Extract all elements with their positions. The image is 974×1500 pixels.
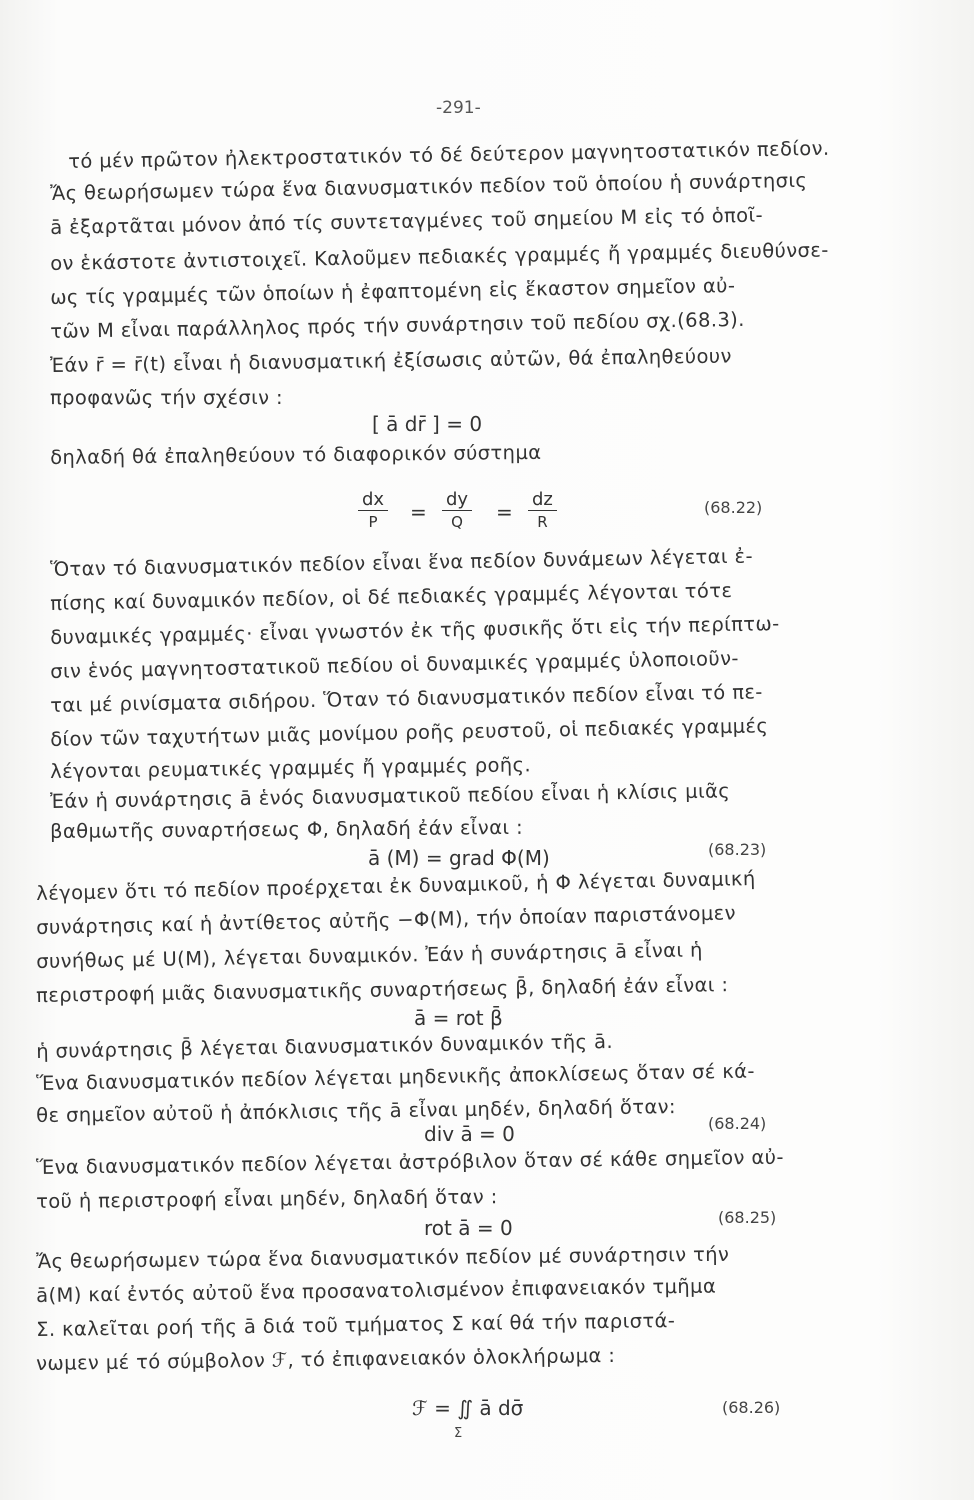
text-line: ον ἑκάστοτε ἀντιστοιχεῖ. Καλοῦμεν πεδιακές γραμμές ἤ γραμμές διευθύνσε- — [50, 238, 829, 275]
equation-number: (68.26) — [722, 1398, 781, 1417]
text-line: Ἐάν r̄ = r̄(t) εἶναι ἡ διανυσματική ἐξίσωσις αὐτῶν, θά ἐπαληθεύουν — [50, 344, 732, 377]
text-line: δίον τῶν ταχυτήτων μιᾶς μονίμου ροῆς ρευστοῦ, οἱ πεδιακές γραμμές — [50, 714, 769, 751]
fraction-numerator: dz — [528, 490, 557, 511]
text-line: ται μέ ρινίσματα σιδήρου. Ὅταν τό διανυσματικόν πεδίον εἶναι τό πε- — [50, 680, 763, 717]
text-line: Ἄς θεωρήσωμεν τώρα ἕνα διανυσματικόν πεδίον τοῦ ὁποίου ἡ συνάρτησις — [50, 168, 808, 205]
text-line: Ἕνα διανυσματικόν πεδίον λέγεται μηδενικῆς ἀποκλίσεως ὅταν σέ κά- — [36, 1059, 756, 1095]
text-line: ā(M) καί ἐντός αὐτοῦ ἕνα προσανατολισμένον ἐπιφανειακόν τμῆμα — [36, 1274, 717, 1307]
equation-rot: ā = rot β̄ — [414, 1006, 503, 1030]
text-line: πίσης καί δυναμικόν πεδίον, οἱ δέ πεδιακές γραμμές λέγονται τότε — [50, 578, 733, 615]
text-line: Σ. καλεῖται ροή τῆς ā διά τοῦ τμήματος Σ καί θά τήν παριστά- — [36, 1309, 676, 1341]
text-line: θε σημεῖον αὐτοῦ ἡ ἀπόκλισις τῆς ā εἶναι μηδέν, δηλαδή ὅταν: — [36, 1095, 677, 1127]
fraction-numerator: dx — [358, 490, 388, 511]
fraction-denominator: Q — [451, 513, 463, 531]
text-line: ως τίς γραμμές τῶν ὁποίων ἡ ἐφαπτομένη εἰς ἕκαστον σημεῖον αὐ- — [50, 274, 736, 309]
text-line: συνάρτησις καί ἡ ἀντίθετος αὐτῆς −Φ(M), τήν ὁποίαν παριστάνομεν — [36, 901, 737, 939]
text-line: περιστροφή μιᾶς διανυσματικῆς συναρτήσεως β̄, δηλαδή ἐάν εἶναι : — [36, 973, 729, 1007]
text-line: τῶν M εἶναι παράλληλος πρός τήν συνάρτησιν τοῦ πεδίου σχ.(68.3). — [50, 307, 745, 343]
equation-rot-zero: rot ā = 0 — [424, 1216, 513, 1240]
text-line: σιν ἑνός μαγνητοστατικοῦ πεδίου οἱ δυναμικές γραμμές ὑλοποιοῦν- — [50, 646, 740, 683]
text-line: νωμεν μέ τό σύμβολον ℱ, τό ἐπιφανειακόν ὁλοκλήρωμα : — [36, 1343, 616, 1375]
text-line: Ὅταν τό διανυσματικόν πεδίον εἶναι ἕνα πεδίον δυνάμεων λέγεται ἐ- — [50, 544, 754, 581]
text-line: τοῦ ἡ περιστροφή εἶναι μηδέν, δηλαδή ὅταν : — [36, 1185, 498, 1213]
equation-number: (68.24) — [708, 1114, 767, 1133]
page-number: -291- — [436, 98, 481, 118]
text-line: Ἕνα διανυσματικόν πεδίον λέγεται ἀστρόβιλον ὅταν σέ κάθε σημεῖον αὐ- — [36, 1145, 784, 1179]
text-line: προφανῶς τήν σχέσιν : — [50, 386, 284, 409]
equation-number: (68.23) — [708, 840, 767, 859]
fraction-dz-r — [528, 490, 557, 533]
text-line: βαθμωτῆς συναρτήσεως Φ, δηλαδή ἐάν εἶναι : — [50, 815, 524, 843]
text-line: Ἄς θεωρήσωμεν τώρα ἕνα διανυσματικόν πεδίον μέ συνάρτησιν τήν — [36, 1242, 730, 1273]
text-line: δυναμικές γραμμές· εἶναι γνωστόν ἐκ τῆς φυσικῆς ὅτι εἰς τήν περίπτω- — [50, 611, 780, 649]
equation-number: (68.25) — [718, 1208, 777, 1227]
text-line: λέγομεν ὅτι τό πεδίον προέρχεται ἐκ δυναμικοῦ, ἡ Φ λέγεται δυναμική — [36, 866, 756, 905]
fraction-numerator: dy — [442, 490, 472, 511]
fraction-dx-p — [358, 490, 388, 533]
equals-sign: = — [410, 500, 427, 524]
equation-number: (68.22) — [704, 498, 763, 517]
text-line: τό μέν πρῶτον ἠλεκτροστατικόν τό δέ δεύτερον μαγνητοστατικόν πεδίον. — [68, 136, 830, 173]
fraction-denominator: R — [537, 513, 548, 531]
equation-bracket: [ ā dr̄ ] = 0 — [372, 412, 483, 436]
text-line: ἡ συνάρτησις β̄ λέγεται διανυσματικόν δυναμικόν τῆς ā. — [36, 1029, 614, 1063]
text-line: λέγονται ρευματικές γραμμές ἤ γραμμές ροῆς. — [50, 753, 532, 783]
equation-grad: ā (M) = grad Φ(M) — [368, 846, 550, 870]
text-line: Ἐάν ἡ συνάρτησις ā ἑνός διανυσματικοῦ πεδίου εἶναι ἡ κλίσις μιᾶς — [50, 779, 731, 813]
text-line: συνήθως μέ U(M), λέγεται δυναμικόν. Ἐάν ἡ συνάρτησις ā εἶναι ἡ — [36, 938, 704, 973]
equation-flux-integral: ℱ = ∬ ā dσ̄ — [412, 1396, 524, 1420]
fraction-dy-q — [442, 490, 472, 533]
text-line: ā ἐξαρτᾶται μόνον ἀπό τίς συντεταγμένες τοῦ σημείου M εἰς τό ὁποῖ- — [50, 203, 764, 239]
text-line: δηλαδή θά ἐπαληθεύουν τό διαφορικόν σύστημα — [50, 440, 542, 469]
equation-div: div ā = 0 — [424, 1122, 515, 1146]
fraction-denominator: P — [368, 513, 378, 531]
equals-sign: = — [496, 500, 513, 524]
integral-subscript: Σ — [454, 1426, 463, 1441]
